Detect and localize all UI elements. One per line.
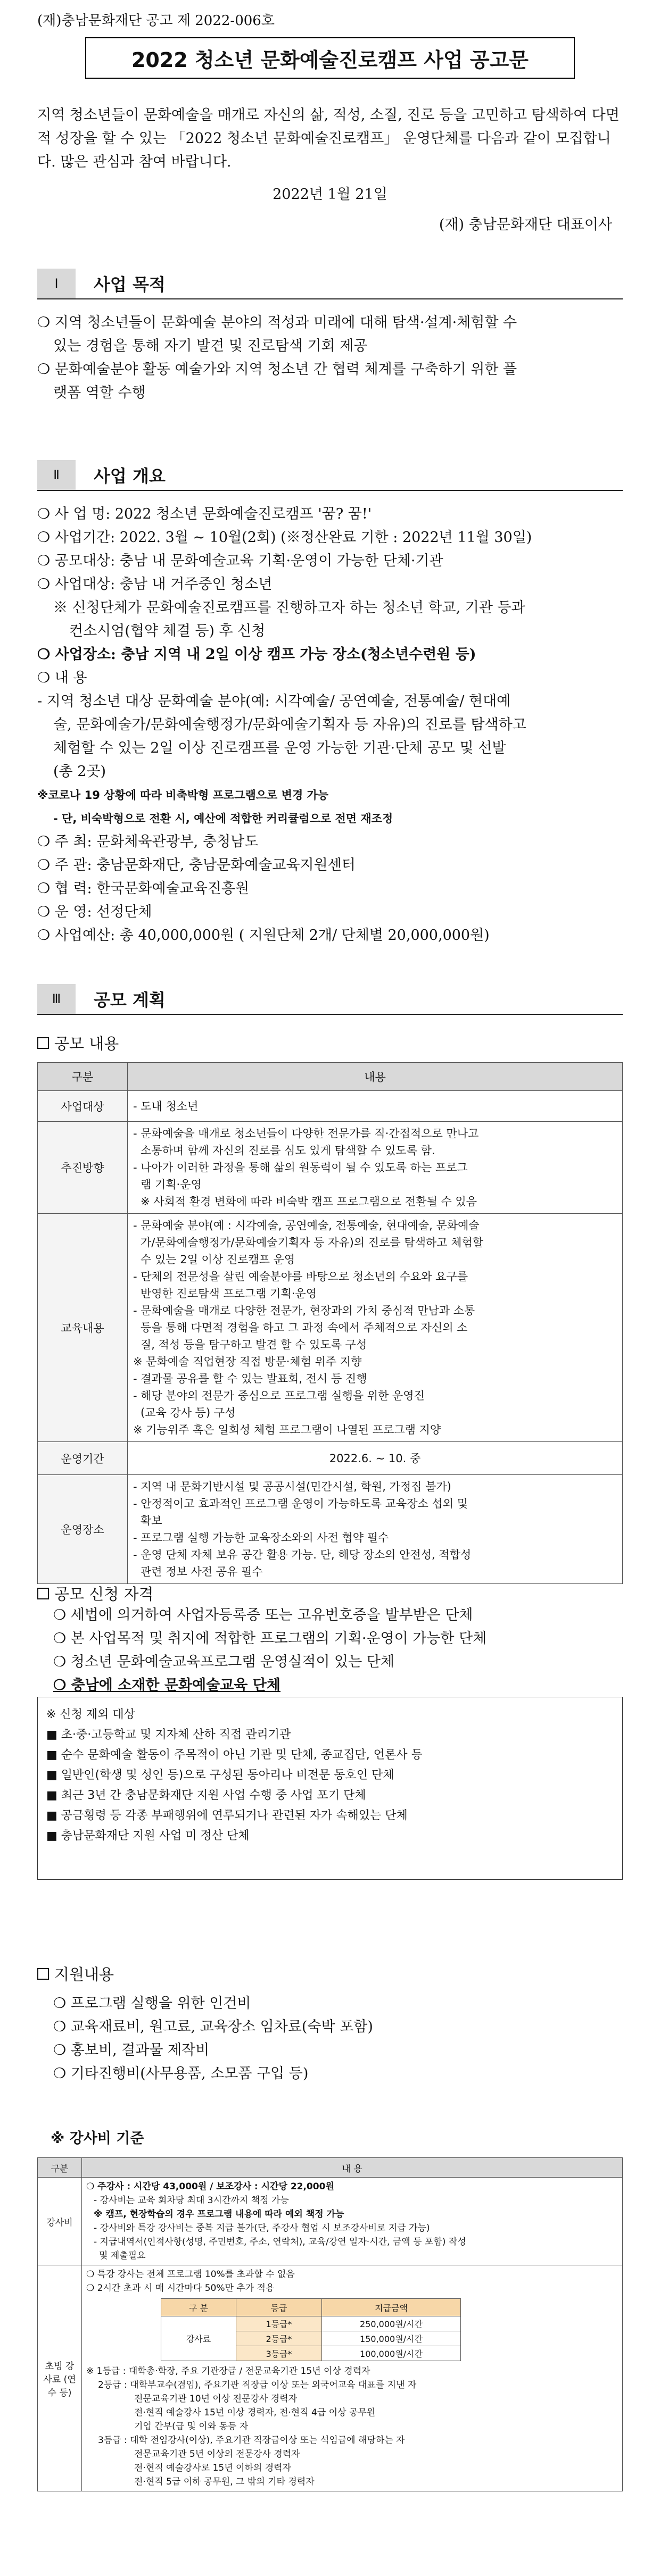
cell-line: - 프로그램 실행 가능한 교육장소와의 사전 협약 필수 — [133, 1531, 389, 1544]
cell-line: 소통하며 함께 자신의 진로를 심도 있게 탐색할 수 있도록 함. — [141, 1144, 435, 1157]
table-row — [38, 1442, 623, 1475]
text-line: ❍ 문화예술분야 활동 예술가와 지역 청소년 간 협력 체계를 구축하기 위한 플 — [37, 361, 517, 378]
section-number: Ⅲ — [37, 984, 76, 1014]
row-label: 강사비 — [38, 2178, 82, 2265]
qualification-list — [53, 1604, 628, 1697]
text-line: ❍ 지역 청소년들이 문화예술 분야의 적성과 미래에 대해 탐색·설계·체험할 수 — [37, 314, 517, 331]
cell-line: - 지급내역서(인적사항(성명, 주민번호, 주소, 연락처), 교육/강연 일자·시간, 금액 등 포함) 작성 — [94, 2237, 466, 2247]
cell-line: 기업 간부(급 및 이와 동등 자 — [134, 2421, 249, 2432]
row-label: 초빙 강사료 (연수 등) — [38, 2265, 82, 2491]
section-2-body — [37, 503, 628, 947]
cell-line: - 해당 분야의 전문가 중심으로 프로그램 실행을 위한 운영진 — [133, 1389, 425, 1402]
table-row — [161, 2316, 461, 2331]
table-row — [38, 1122, 623, 1214]
cell-line: 전·현직 예술강사로 15년 이하의 경력자 — [134, 2463, 291, 2473]
list-item: ■ 충남문화재단 지원 사업 미 정산 단체 — [46, 1829, 250, 1843]
table-row — [38, 2178, 623, 2265]
list-item: ■ 공금횡령 등 각종 부패행위에 연루되거나 관련된 자가 속해있는 단체 — [46, 1809, 408, 1822]
cell-line: - 지역 내 문화기반시설 및 공공시설(민간시설, 학원, 가정집 불가) — [133, 1480, 451, 1493]
grade-table — [161, 2298, 461, 2361]
subheading-label: 공모 신청 자격 — [54, 1585, 154, 1603]
subheading-support — [37, 1963, 114, 1985]
text-line: ❍ 사업장소: 충남 지역 내 2일 이상 캠프 가능 장소(청소년수련원 등) — [37, 646, 476, 663]
fee-standard-heading: ※ 강사비 기준 — [51, 2130, 144, 2147]
cell-line: 3등급 : 대학 전임강사(이상), 주요기관 직장급이상 또는 석임급에 해당하는 자 — [98, 2435, 405, 2446]
section-title: 사업 개요 — [94, 466, 166, 486]
cell-line: 전·현직 5급 이하 공무원, 그 밖의 기타 경력자 — [134, 2477, 315, 2487]
amount-cell: 250,000원/시간 — [322, 2316, 461, 2331]
text-line: ❍ 세법에 의거하여 사업자등록증 또는 고유번호증을 발부받은 단체 — [53, 1607, 473, 1623]
table-header: 구분 — [38, 1063, 128, 1091]
document-title: 2022 청소년 문화예술진로캠프 사업 공고문 — [85, 37, 575, 79]
subheading-label: 지원내용 — [54, 1965, 114, 1983]
square-bullet-icon — [37, 1588, 49, 1599]
signature: (재) 충남문화재단 대표이사 — [439, 216, 612, 233]
table-header: 지급금액 — [322, 2299, 461, 2316]
text-line: ※ 신청단체가 문화예술진로캠프를 진행하고자 하는 청소년 학교, 기관 등과 — [53, 599, 525, 616]
list-item: ■ 초·중·고등학교 및 지자체 산하 직접 관리기관 — [46, 1728, 291, 1741]
row-label: 사업대상 — [38, 1091, 128, 1122]
text-line: 컨소시엄(협약 체결 등) 후 신청 — [69, 623, 266, 639]
row-label: 교육내용 — [38, 1214, 128, 1442]
square-bullet-icon — [37, 1968, 49, 1980]
text-line: ❍ 본 사업목적 및 취지에 적합한 프로그램의 기획·운영이 가능한 단체 — [53, 1630, 487, 1647]
table-header: 등급 — [236, 2299, 322, 2316]
section-number: Ⅱ — [37, 460, 76, 490]
cell-line: - 문화예술 분야(예 : 시각예술, 공연예술, 전통예술, 현대예술, 문화예술 — [133, 1219, 480, 1232]
notice-number: (재)충남문화재단 공고 제 2022-006호 — [37, 13, 275, 29]
cell-line: 램 기획·운영 — [141, 1178, 202, 1191]
text-line: ❍ 주 최: 문화체육관광부, 충청남도 — [37, 833, 259, 850]
amount-cell: 100,000원/시간 — [322, 2346, 461, 2361]
table-header: 구분 — [38, 2158, 82, 2178]
section-1-body — [37, 311, 628, 405]
cell-line: ❍ 특강 강사는 전체 프로그램 10%를 초과할 수 없음 — [86, 2269, 295, 2280]
table-header-row — [38, 2158, 623, 2178]
text-line: ❍ 공모대상: 충남 내 문화예술교육 기획·운영이 가능한 단체·기관 — [37, 553, 443, 569]
cell-line: ❍ 2시간 초과 시 매 시간마다 50%만 추가 적용 — [86, 2283, 275, 2294]
cell-line: - 강사비와 특강 강사비는 중복 지급 불가(단, 주강사 협업 시 보조강사비로 지급 가능) — [94, 2223, 430, 2233]
section-title: 사업 목적 — [94, 274, 166, 295]
cell-line: - 안정적이고 효과적인 프로그램 운영이 가능하도록 교육장소 섭외 및 — [133, 1497, 468, 1510]
text-line: ❍ 사업예산: 총 40,000,000원 ( 지원단체 2개/ 단체별 20,000,000원) — [37, 927, 490, 944]
row-label: 강사료 — [161, 2316, 236, 2361]
text-line: 술, 문화예술가/문화예술행정가/문화예술기획자 등 자유)의 진로를 탐색하고 — [53, 716, 526, 733]
section-2-header — [37, 460, 623, 491]
row-label: 운영장소 — [38, 1475, 128, 1584]
subheading-label: 공모 내용 — [54, 1035, 119, 1053]
text-line: ❍ 운 영: 선정단체 — [37, 904, 152, 920]
row-label: 운영기간 — [38, 1442, 128, 1475]
table-header: 구 분 — [161, 2299, 236, 2316]
cell-line: 가/문화예술행정가/문화예술기획자 등 자유)의 진로를 탐색하고 체험할 — [141, 1236, 484, 1249]
table-header-row — [38, 1063, 623, 1091]
cell-line: ※ 문화예술 직업현장 직접 방문·체험 위주 지향 — [133, 1355, 362, 1368]
cell-line: 등을 통해 다면적 경험을 하고 그 과정 속에서 주체적으로 자신의 소 — [141, 1321, 468, 1334]
text-line: ❍ 홍보비, 결과물 제작비 — [53, 2042, 210, 2058]
text-line: ❍ 협 력: 한국문화예술교육진흥원 — [37, 880, 250, 897]
list-item: ■ 최근 3년 간 충남문화재단 지원 사업 수행 중 사업 포기 단체 — [46, 1789, 366, 1802]
text-line: ❍ 프로그램 실행을 위한 인건비 — [53, 1995, 251, 2012]
text-line: ❍ 주 관: 충남문화재단, 충남문화예술교육지원센터 — [37, 857, 356, 873]
intro-paragraph: 지역 청소년들이 문화예술을 매개로 자신의 삶, 적성, 소질, 진로 등을 고민하고 탐색하여 다면적 성장을 할 수 있는 「2022 청소년 문화예술진로캠프」 운영단체를 다음과 같이 모집합니다. 많은 관심과 참여 바랍니다. — [37, 107, 620, 170]
section-number: Ⅰ — [37, 269, 76, 298]
cell-line: 2등급 : 대학부교수(겸임), 주요기관 직장급 이상 또는 외국어교육 대표를 지낸 자 — [98, 2380, 417, 2390]
text-line: - 지역 청소년 대상 문화예술 분야(예: 시각예술/ 공연예술, 전통예술/ 현대예 — [37, 693, 511, 710]
grade-cell: 3등급* — [236, 2346, 322, 2361]
notice-date: 2022년 1월 21일 — [273, 186, 387, 203]
cell-line: - 문화예술을 매개로 청소년들이 다양한 전문가를 직·간접적으로 만나고 — [133, 1127, 479, 1140]
grade-cell: 2등급* — [236, 2331, 322, 2346]
text-line: ❍ 사업기간: 2022. 3월 ~ 10월(2회) (※정산완료 기한 : 2022년 11월 30일) — [37, 529, 532, 546]
text-line: ❍ 충남에 소재한 문화예술교육 단체 — [53, 1677, 280, 1694]
row-label: 추진방향 — [38, 1122, 128, 1214]
cell-line: 확보 — [141, 1514, 162, 1527]
table-header-row — [161, 2299, 461, 2316]
cell-line: 관련 정보 사전 공유 필수 — [141, 1565, 263, 1578]
text-line: 체험할 수 있는 2일 이상 진로캠프를 운영 가능한 기관·단체 공모 및 선발 — [53, 740, 506, 756]
text-line: 있는 경험을 통해 자기 발견 및 진로탐색 기회 제공 — [53, 338, 368, 354]
section-1-header — [37, 269, 623, 299]
list-item: ■ 일반인(학생 및 성인 등)으로 구성된 동아리나 비전문 동호인 단체 — [46, 1769, 394, 1782]
cell-line: ※ 기능위주 혹은 일회성 체험 프로그램이 나열된 프로그램 지양 — [133, 1423, 441, 1436]
cell-line: - 강사비는 교육 회차당 최대 3시간까지 책정 가능 — [94, 2195, 289, 2206]
list-item: ■ 순수 문화예술 활동이 주목적이 아닌 기관 및 단체, 종교집단, 언론사 등 — [46, 1748, 423, 1762]
text-line: ※코로나 19 상황에 따라 비축박형 프로그램으로 변경 가능 — [37, 789, 329, 802]
text-line: ❍ 사 업 명: 2022 청소년 문화예술진로캠프 '꿈? 꿈!' — [37, 506, 372, 522]
text-line: ❍ 내 용 — [37, 670, 87, 686]
cell-line: 전문교육기관 5년 이상의 전문강사 경력자 — [134, 2449, 300, 2460]
cell-line: - 운영 단체 자체 보유 공간 활용 가능. 단, 해당 장소의 안전성, 적합성 — [133, 1548, 472, 1561]
text-line: ❍ 교육재료비, 원고료, 교육장소 임차료(숙박 포함) — [53, 2019, 373, 2035]
cell-line: - 도내 청소년 — [133, 1099, 199, 1113]
support-list — [53, 1992, 628, 2086]
cell-line: 2022.6. ~ 10. 중 — [329, 1452, 421, 1465]
grade-cell: 1등급* — [236, 2316, 322, 2331]
subheading-qualification — [37, 1582, 154, 1604]
cell-line: ※ 1등급 : 대학총·학장, 주요 기관장급 / 전문교육기관 15년 이상 경력자 — [86, 2366, 370, 2377]
text-line: ❍ 기타진행비(사무용품, 소모품 구입 등) — [53, 2065, 309, 2082]
cell-line: 반영한 진로탐색 프로그램 기획·운영 — [141, 1287, 317, 1300]
contents-table — [37, 1062, 623, 1584]
table-row — [38, 1091, 623, 1122]
cell-line: - 문화예술을 매개로 다양한 전문가, 현장과의 가치 중심적 만남과 소통 — [133, 1304, 475, 1317]
table-header: 내 용 — [82, 2158, 623, 2178]
section-3-header — [37, 984, 623, 1015]
fee-table — [37, 2157, 623, 2491]
amount-cell: 150,000원/시간 — [322, 2331, 461, 2346]
cell-line: (교육 강사 등) 구성 — [141, 1406, 236, 1419]
cell-line: - 나아가 이러한 과정을 통해 삶의 원동력이 될 수 있도록 하는 프로그 — [133, 1161, 468, 1174]
cell-line: ❍ 주강사 : 시간당 43,000원 / 보조강사 : 시간당 22,000원 — [86, 2181, 334, 2192]
cell-line: - 결과물 공유를 할 수 있는 발표회, 전시 등 진행 — [133, 1372, 367, 1385]
table-row — [38, 1475, 623, 1584]
cell-line: - 단체의 전문성을 살린 예술분야를 바탕으로 청소년의 수요와 요구를 — [133, 1270, 468, 1283]
cell-line: ※ 사회적 환경 변화에 따라 비숙박 캠프 프로그램으로 전환될 수 있음 — [141, 1195, 477, 1208]
cell-line: 전·현직 예술강사 15년 이상 경력자, 전·현직 4급 이상 공무원 — [134, 2407, 376, 2418]
cell-line: 질, 적성 등을 탐구하고 발견 할 수 있도록 구성 — [141, 1338, 367, 1351]
cell-line: 전문교육기관 10년 이상 전문강사 경력자 — [134, 2394, 297, 2404]
exclusion-title: ※ 신청 제외 대상 — [46, 1708, 135, 1721]
text-line: ❍ 사업대상: 충남 내 거주중인 청소년 — [37, 576, 273, 593]
text-line: - 단, 비숙박형으로 전환 시, 예산에 적합한 커리큘럼으로 전면 재조정 — [53, 812, 393, 825]
cell-line: ※ 캠프, 현장학습의 경우 프로그램 내용에 따라 예외 책정 가능 — [94, 2209, 344, 2220]
text-line: (총 2곳) — [53, 763, 106, 780]
cell-line: 수 있는 2일 이상 진로캠프 운영 — [141, 1253, 295, 1266]
exclusion-box — [37, 1697, 623, 1880]
square-bullet-icon — [37, 1037, 49, 1049]
text-line: 랫폼 역할 수행 — [53, 385, 146, 401]
section-title: 공모 계획 — [94, 990, 166, 1010]
table-row — [38, 2265, 623, 2491]
subheading-contents — [37, 1032, 119, 1054]
text-line: ❍ 청소년 문화예술교육프로그램 운영실적이 있는 단체 — [53, 1654, 394, 1670]
table-header: 내용 — [128, 1063, 623, 1091]
table-row — [38, 1214, 623, 1442]
cell-line: 및 제출필요 — [99, 2250, 146, 2261]
